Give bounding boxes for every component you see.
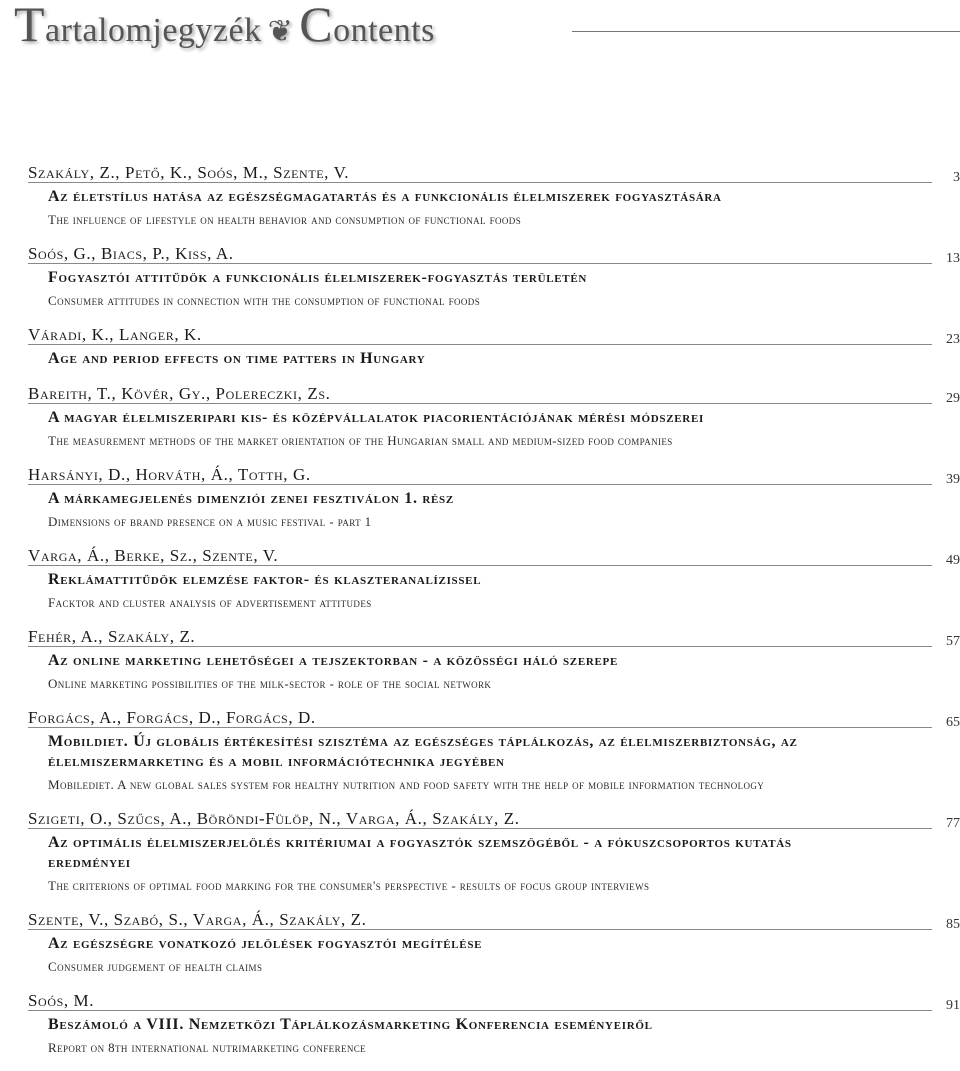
- entry-title-english: Consumer judgement of health claims: [48, 959, 263, 974]
- entry-title-hungarian: Az egészségre vonatkozó jelölések fogyasztói megítélése: [48, 935, 483, 952]
- entry-title-hungarian: A magyar élelmiszeripari kis- és középvállalatok piacorientációjának mérési módszerei: [48, 409, 704, 426]
- entry-title-hungarian: Fogyasztói attitűdök a funkcionális élelmiszerek-fogyasztás területén: [48, 269, 588, 286]
- page-number[interactable]: 49: [946, 553, 960, 568]
- author-line: [28, 324, 960, 347]
- entry-title-hungarian: Mobildiet. Új globális értékesítési szisztéma az egészséges táplálkozás, az élelmiszerbiztonság, az élelmiszermarketing és a mobil információtechnika jegyében: [48, 733, 798, 770]
- page-number[interactable]: 23: [946, 332, 960, 347]
- author-line: [28, 162, 960, 185]
- entry-authors: Soós, G., Biacs, P., Kiss, A.: [28, 244, 234, 263]
- header-rule: [572, 31, 960, 32]
- entry-title-english: Mobilediet. A new global sales system for healthy nutrition and food safety with the help of mobile information technology: [48, 777, 765, 792]
- page-number[interactable]: 65: [946, 715, 960, 730]
- entry-title-english: Facktor and cluster analysis of advertisement attitudes: [48, 595, 372, 610]
- author-line: [28, 909, 960, 932]
- entry-title-hungarian: Beszámoló a VIII. Nemzetközi Táplálkozásmarketing Konferencia eseményeiről: [48, 1016, 653, 1033]
- entry-title-hungarian: Az online marketing lehetőségei a tejszektorban - a közösségi háló szerepe: [48, 652, 618, 669]
- entry-title-english: The measurement methods of the market orientation of the Hungarian small and medium-sized food companies: [48, 433, 673, 448]
- entry-title-english: Online marketing possibilities of the milk-sector - role of the social network: [48, 676, 492, 691]
- toc-entry[interactable]: [28, 808, 960, 895]
- page-number[interactable]: 57: [946, 634, 960, 649]
- entry-title-hungarian: Age and period effects on time patters in Hungary: [48, 350, 426, 367]
- title-initial-1: T: [14, 0, 46, 52]
- toc-entry[interactable]: [28, 383, 960, 450]
- author-line: [28, 808, 960, 831]
- title-initial-2: C: [299, 0, 334, 52]
- entry-title-hungarian: A márkamegjelenés dimenziói zenei fesztiválon 1. rész: [48, 490, 454, 507]
- entry-title-english: Consumer attitudes in connection with the consumption of functional foods: [48, 293, 481, 308]
- entry-authors: Szente, V., Szabó, S., Varga, Á., Szakály, Z.: [28, 910, 367, 929]
- author-line: [28, 243, 960, 266]
- entry-authors: Bareith, T., Kövér, Gy., Polereczki, Zs.: [28, 384, 331, 403]
- entry-title-english: The influence of lifestyle on health behavior and consumption of functional foods: [48, 212, 522, 227]
- entry-title-hungarian: Reklámattitűdök elemzése faktor- és klaszteranalízissel: [48, 571, 482, 588]
- toc-entry[interactable]: [28, 626, 960, 693]
- page-number[interactable]: 13: [946, 251, 960, 266]
- entry-authors: Szakály, Z., Pető, K., Soós, M., Szente, V.: [28, 163, 350, 182]
- entry-authors: Soós, M.: [28, 991, 95, 1010]
- entry-authors: Fehér, A., Szakály, Z.: [28, 627, 196, 646]
- toc-entry[interactable]: [28, 707, 960, 794]
- entry-title-hungarian: Az életstílus hatása az egészségmagatartás és a funkcionális élelmiszerek fogyasztására: [48, 188, 722, 205]
- author-line: [28, 990, 960, 1013]
- toc-entry[interactable]: [28, 162, 960, 229]
- title-word-2: ontents: [333, 12, 435, 49]
- author-line: [28, 545, 960, 568]
- author-line: [28, 464, 960, 487]
- author-line: [28, 626, 960, 649]
- toc-entry[interactable]: [28, 909, 960, 976]
- toc-entry[interactable]: [28, 464, 960, 531]
- table-of-contents: [28, 162, 960, 1071]
- page-number[interactable]: 39: [946, 472, 960, 487]
- entry-title-english: Report on 8th international nutrimarketing conference: [48, 1040, 367, 1055]
- entry-authors: Váradi, K., Langer, K.: [28, 325, 202, 344]
- toc-entry[interactable]: [28, 990, 960, 1057]
- entry-title-hungarian: Az optimális élelmiszerjelölés kritériumai a fogyasztók szemszögéből - a fókuszcsoportos kutatás eredményei: [48, 834, 792, 871]
- page-number[interactable]: 29: [946, 391, 960, 406]
- author-line: [28, 707, 960, 730]
- page-number[interactable]: 3: [953, 170, 960, 185]
- entry-authors: Harsányi, D., Horváth, Á., Totth, G.: [28, 465, 311, 484]
- page-number[interactable]: 85: [946, 917, 960, 932]
- title-word-1: artalomjegyzék: [45, 12, 262, 49]
- page-title: [14, 0, 435, 52]
- toc-entry[interactable]: [28, 545, 960, 612]
- page-number[interactable]: 91: [946, 998, 960, 1013]
- author-line: [28, 383, 960, 406]
- toc-entry[interactable]: [28, 243, 960, 310]
- fleuron-icon: ❦: [267, 15, 294, 48]
- page-header: [14, 0, 960, 60]
- entry-authors: Szigeti, O., Szűcs, A., Böröndi-Fülöp, N., Varga, Á., Szakály, Z.: [28, 809, 520, 828]
- toc-entry[interactable]: [28, 324, 960, 369]
- entry-authors: Forgács, A., Forgács, D., Forgács, D.: [28, 708, 316, 727]
- entry-title-english: Dimensions of brand presence on a music festival - part 1: [48, 514, 372, 529]
- entry-authors: Varga, Á., Berke, Sz., Szente, V.: [28, 546, 279, 565]
- page-number[interactable]: 77: [946, 816, 960, 831]
- entry-title-english: The criterions of optimal food marking for the consumer's perspective - results of focus group interviews: [48, 878, 650, 893]
